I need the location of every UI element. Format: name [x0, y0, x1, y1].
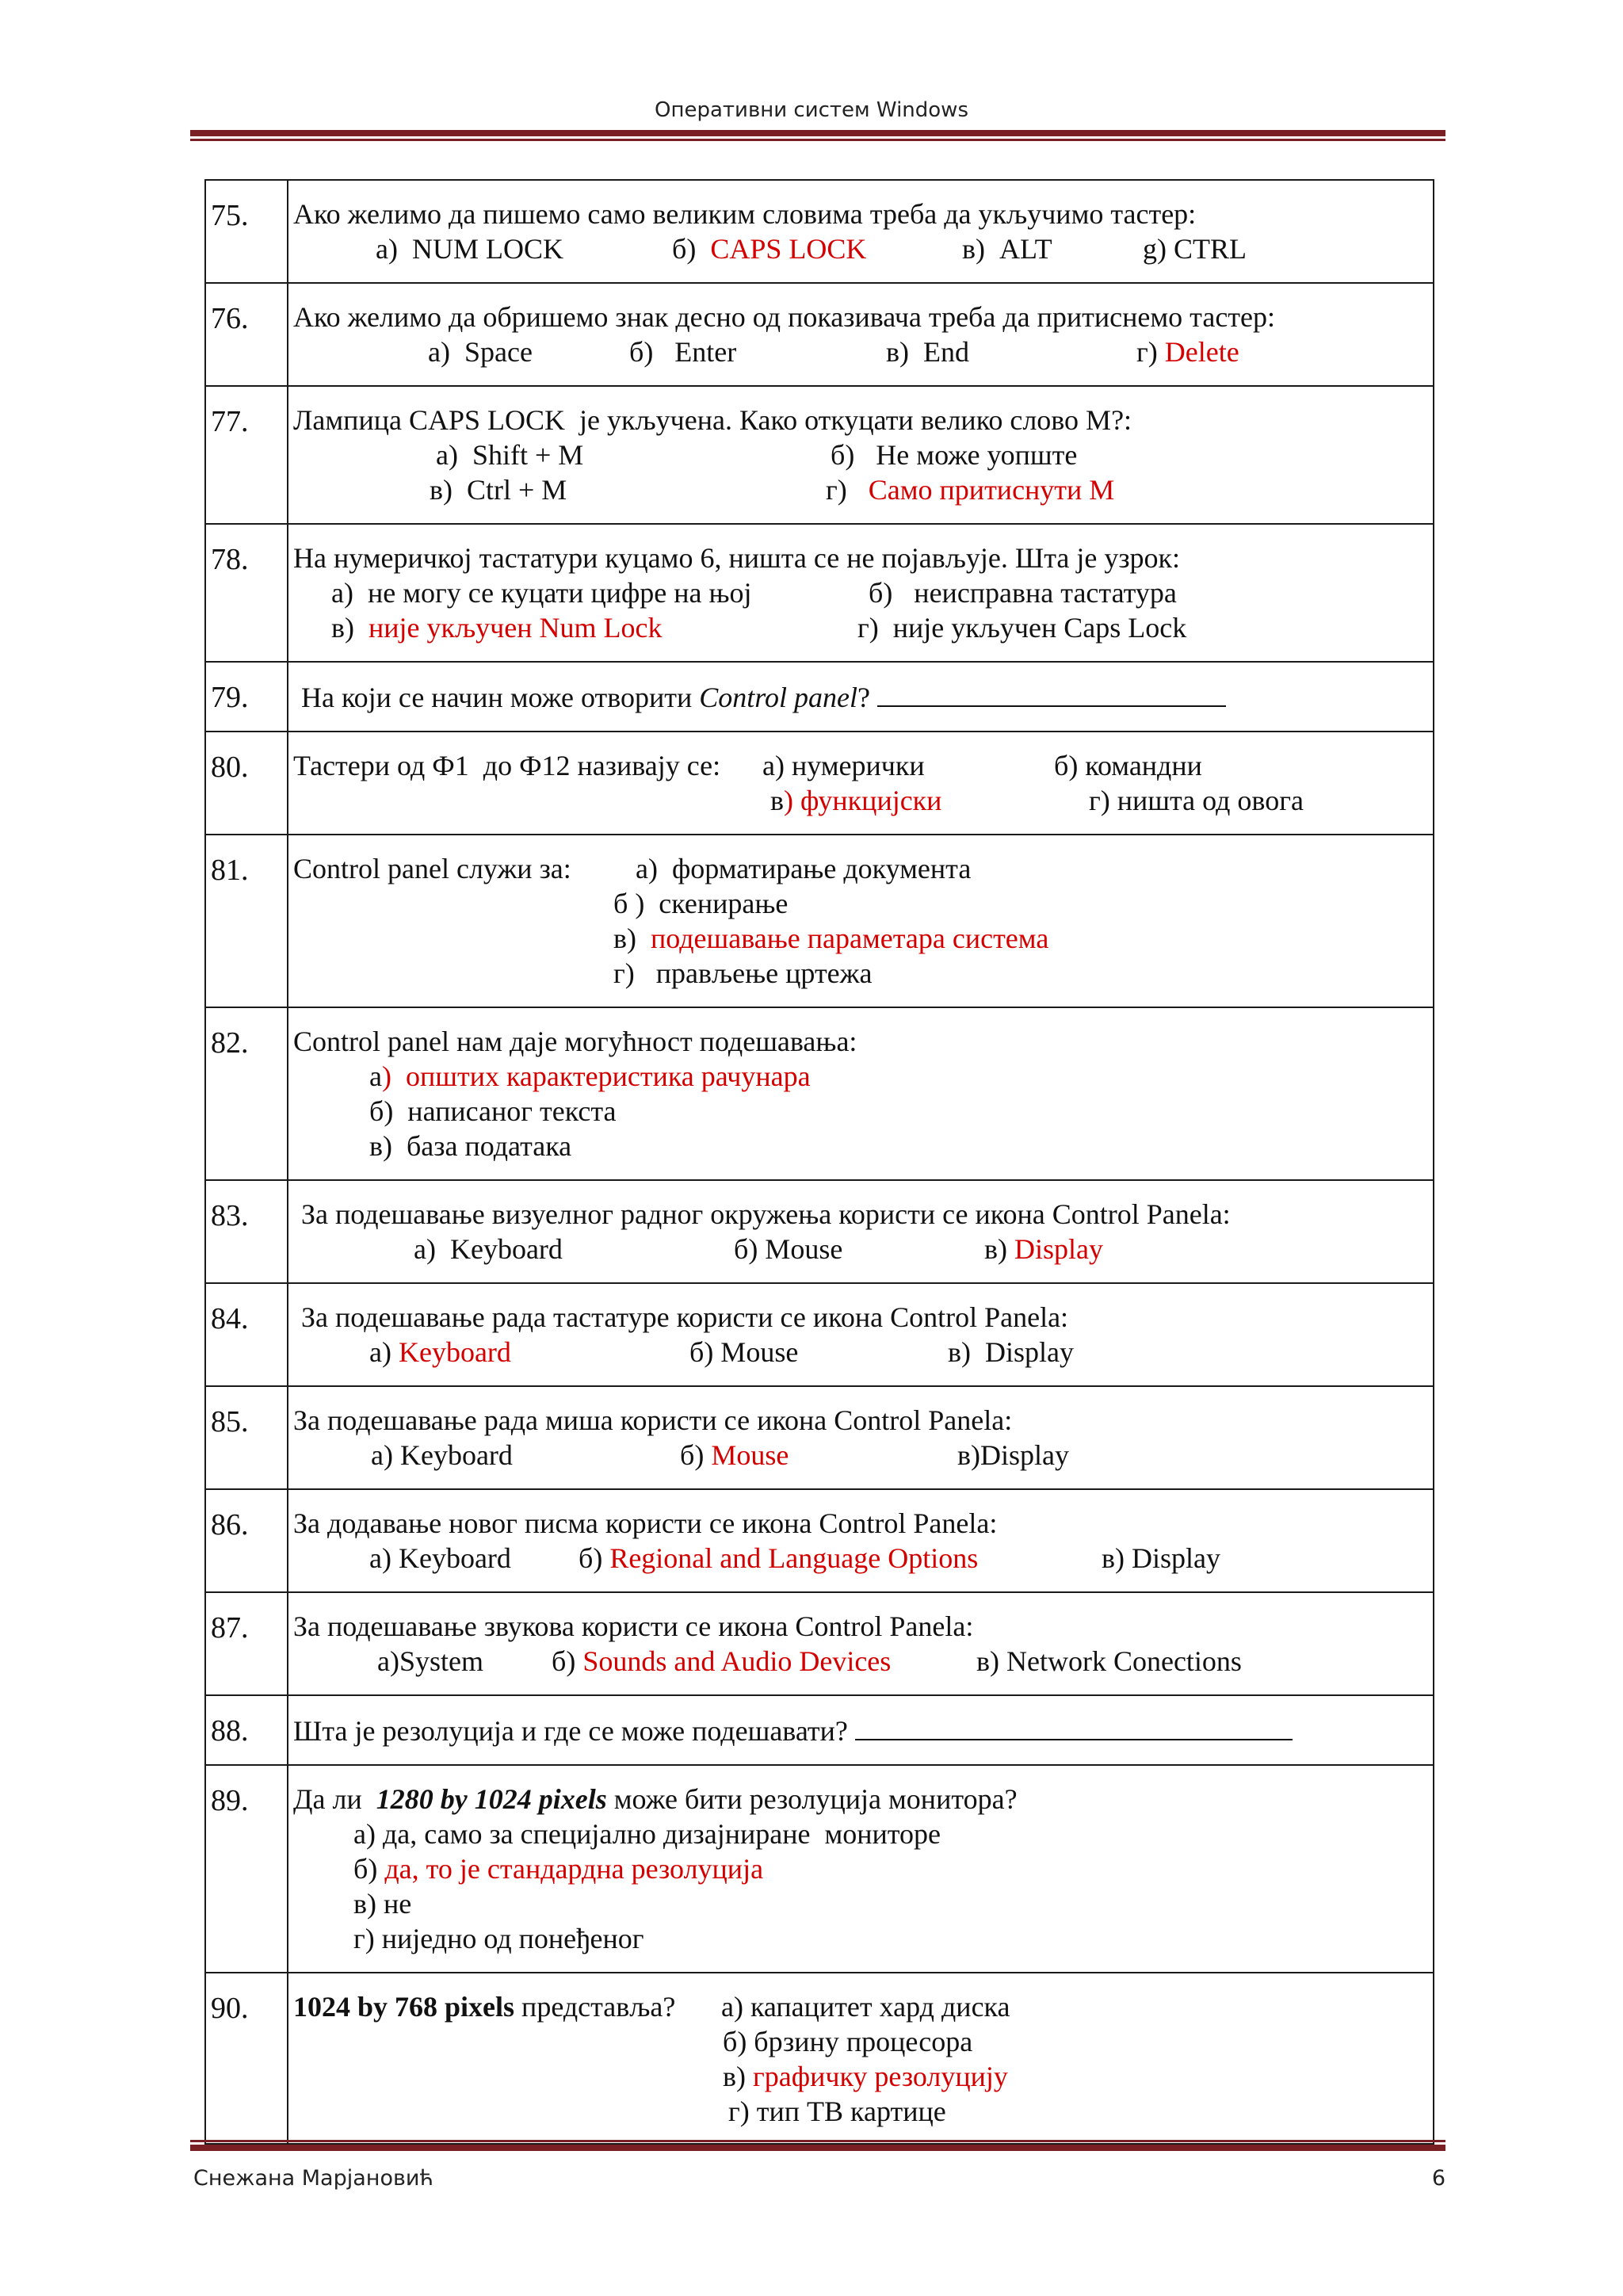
option-a: а) NUM LOCK — [376, 233, 563, 265]
correct-answer: графичку резолуцију — [753, 2061, 1008, 2092]
option-b: б) да, то је стандардна резолуција — [353, 1853, 764, 1885]
question-text: Control panel нам даје могућност подешавања: — [293, 1026, 857, 1057]
option-a: а) Keyboard — [371, 1439, 513, 1471]
question-row — [205, 283, 1434, 386]
option-d: г) ништа од овога — [1089, 785, 1304, 816]
question-text: За подешавање звукова користи се икона Control Panela: — [293, 1610, 974, 1642]
question-text: Ако желимо да обришемо знак десно од показивача треба да притиснемо тастер: — [293, 301, 1276, 333]
question-number: 77. — [205, 386, 288, 524]
question-number: 86. — [205, 1489, 288, 1592]
quiz-table — [204, 179, 1434, 2145]
option-a: а) Space — [428, 336, 533, 368]
option-a: а) Keyboard — [369, 1336, 511, 1368]
question-row — [205, 524, 1434, 662]
option-b: б) Mouse — [680, 1439, 789, 1471]
page-number: 6 — [1431, 2166, 1445, 2191]
question-number: 82. — [205, 1007, 288, 1180]
correct-answer: подешавање параметара система — [651, 923, 1049, 954]
question-text: Ако желимо да пишемо само великим словима треба да укључимо тастер: — [293, 198, 1197, 230]
option-d: г) тип ТВ картице — [721, 2095, 946, 2127]
option-b: б) неисправна тастатура — [869, 577, 1177, 609]
option-a: а) форматирање документа — [636, 853, 972, 884]
question-content — [288, 1007, 1434, 1180]
question-content — [288, 1489, 1434, 1592]
option-c: в) Display — [984, 1233, 1103, 1265]
option-b: б) CAPS LOCK — [672, 233, 867, 265]
correct-answer: Regional and Language Options — [609, 1542, 979, 1574]
correct-answer: CAPS LOCK — [710, 233, 867, 265]
option-d: г) Само притиснути М — [826, 474, 1115, 506]
question-content — [288, 1973, 1434, 2144]
question-number: 75. — [205, 180, 288, 283]
question-content — [288, 180, 1434, 283]
option-c: в) функцијски — [770, 785, 942, 816]
question-content — [288, 1180, 1434, 1283]
correct-answer: није укључен Num Lock — [369, 612, 663, 644]
question-row — [205, 1695, 1434, 1765]
option-a: а) Shift + M — [436, 439, 584, 471]
option-d: г) ниједно од понеђеног — [353, 1923, 644, 1954]
question-text: 1024 by 768 pixels представља? — [293, 1991, 676, 2023]
question-content — [288, 1283, 1434, 1386]
option-c: в)Display — [957, 1439, 1069, 1471]
question-row — [205, 1283, 1434, 1386]
question-number: 78. — [205, 524, 288, 662]
question-number: 88. — [205, 1695, 288, 1765]
option-d: г) није укључен Caps Lock — [857, 612, 1187, 644]
option-b: б) Enter — [629, 336, 737, 368]
option-b: б) Не може уопште — [831, 439, 1078, 471]
question-number: 84. — [205, 1283, 288, 1386]
question-number: 90. — [205, 1973, 288, 2144]
question-text: За подешавање визуелног радног окружења користи се икона Control Panela: — [301, 1198, 1231, 1230]
option-d: г) Delete — [1136, 336, 1239, 368]
option-c: в) није укључен Num Lock — [331, 612, 663, 644]
header-rule — [190, 130, 1445, 141]
question-text: Тастери од Ф1 до Ф12 називају се: — [293, 750, 721, 781]
option-c: в) подешавање параметара система — [613, 923, 1049, 954]
question-content — [288, 1592, 1434, 1695]
question-number: 89. — [205, 1765, 288, 1973]
correct-answer: ) функцијски — [784, 785, 942, 816]
question-row — [205, 180, 1434, 283]
correct-answer: ) општих карактеристика рачунара — [381, 1060, 811, 1092]
correct-answer: да, то је стандардна резолуција — [384, 1853, 764, 1885]
option-a: а) нумерички — [762, 750, 925, 781]
question-number: 79. — [205, 662, 288, 732]
correct-answer: Само притиснути М — [868, 474, 1115, 506]
question-number: 76. — [205, 283, 288, 386]
option-a: а) Keyboard — [414, 1233, 563, 1265]
option-b: б) командни — [1054, 750, 1202, 781]
question-text: Да ли 1280 by 1024 pixels може бити резолуција монитора? — [293, 1783, 1018, 1815]
question-row — [205, 386, 1434, 524]
option-b: б) Mouse — [689, 1336, 799, 1368]
question-number: 81. — [205, 835, 288, 1007]
question-text: Control panel служи за: — [293, 853, 571, 884]
footer-author: Снежана Марјановић — [193, 2166, 434, 2191]
correct-answer: Mouse — [711, 1439, 789, 1471]
question-content — [288, 386, 1434, 524]
question-number: 83. — [205, 1180, 288, 1283]
option-a: а) Keyboard — [369, 1542, 511, 1574]
question-number: 85. — [205, 1386, 288, 1489]
option-c: в) графичку резолуцију — [723, 2061, 1008, 2092]
option-b: б) брзину процесора — [723, 2026, 973, 2057]
question-text: Шта је резолуција и где се може подешавати? — [293, 1712, 1293, 1748]
question-row — [205, 1007, 1434, 1180]
question-text: За подешавање рада тастатуре користи се икона Control Panela: — [301, 1301, 1069, 1333]
question-content — [288, 1386, 1434, 1489]
question-text: За подешавање рада миша користи се икона Control Panela: — [293, 1404, 1013, 1436]
question-row — [205, 1489, 1434, 1592]
option-c: в) Network Conections — [976, 1645, 1242, 1677]
option-c: в) Display — [1102, 1542, 1220, 1574]
correct-answer: Keyboard — [398, 1336, 511, 1368]
question-text: На који се начин може отворити Control panel? — [301, 678, 1226, 715]
correct-answer: Sounds and Audio Devices — [582, 1645, 892, 1677]
question-row — [205, 1592, 1434, 1695]
question-content — [288, 1765, 1434, 1973]
question-row — [205, 1386, 1434, 1489]
option-a: а) да, само за специјално дизајниране мониторе — [353, 1818, 941, 1850]
option-c: в) ALT — [962, 233, 1052, 265]
option-b: б ) скенирање — [613, 888, 789, 919]
question-text: На нумеричкој тастатури куцамо 6, ништа се не појављује. Шта је узрок: — [293, 542, 1181, 574]
page-header-title: Оперативни систем Windows — [655, 98, 968, 122]
option-c: в) Display — [948, 1336, 1074, 1368]
answer-blank-line — [855, 1712, 1293, 1740]
option-a: а) општих карактеристика рачунара — [369, 1060, 811, 1092]
question-content — [288, 732, 1434, 835]
option-c: в) End — [886, 336, 969, 368]
correct-answer: Delete — [1164, 336, 1239, 368]
answer-blank-line — [877, 678, 1226, 707]
option-c: в) база података — [369, 1130, 572, 1162]
option-b: б) написаног текста — [369, 1095, 617, 1127]
question-content — [288, 1695, 1434, 1765]
question-row — [205, 835, 1434, 1007]
question-number: 80. — [205, 732, 288, 835]
question-row — [205, 1765, 1434, 1973]
option-a: а) не могу се куцати цифре на њој — [331, 577, 752, 609]
option-c: в) Ctrl + M — [430, 474, 567, 506]
option-a: а) капацитет хард диска — [721, 1991, 1010, 2023]
question-row — [205, 732, 1434, 835]
option-d: g) CTRL — [1143, 233, 1247, 265]
question-row — [205, 662, 1434, 732]
option-d: г) прављење цртежа — [613, 957, 873, 989]
footer-rule — [190, 2140, 1445, 2151]
option-b: б) Mouse — [734, 1233, 843, 1265]
question-row — [205, 1180, 1434, 1283]
question-text: За додавање новог писма користи се икона Control Panela: — [293, 1507, 998, 1539]
question-content — [288, 524, 1434, 662]
option-b: б) Sounds and Audio Devices — [552, 1645, 892, 1677]
correct-answer: Display — [1014, 1233, 1103, 1265]
option-b: б) Regional and Language Options — [579, 1542, 979, 1574]
question-content — [288, 835, 1434, 1007]
question-content — [288, 662, 1434, 732]
question-number: 87. — [205, 1592, 288, 1695]
question-content — [288, 283, 1434, 386]
question-row — [205, 1973, 1434, 2144]
option-a: а)System — [377, 1645, 483, 1677]
option-c: в) не — [353, 1888, 412, 1920]
question-text: Лампица CAPS LOCK је укључена. Како откуцати велико слово M?: — [293, 404, 1132, 436]
